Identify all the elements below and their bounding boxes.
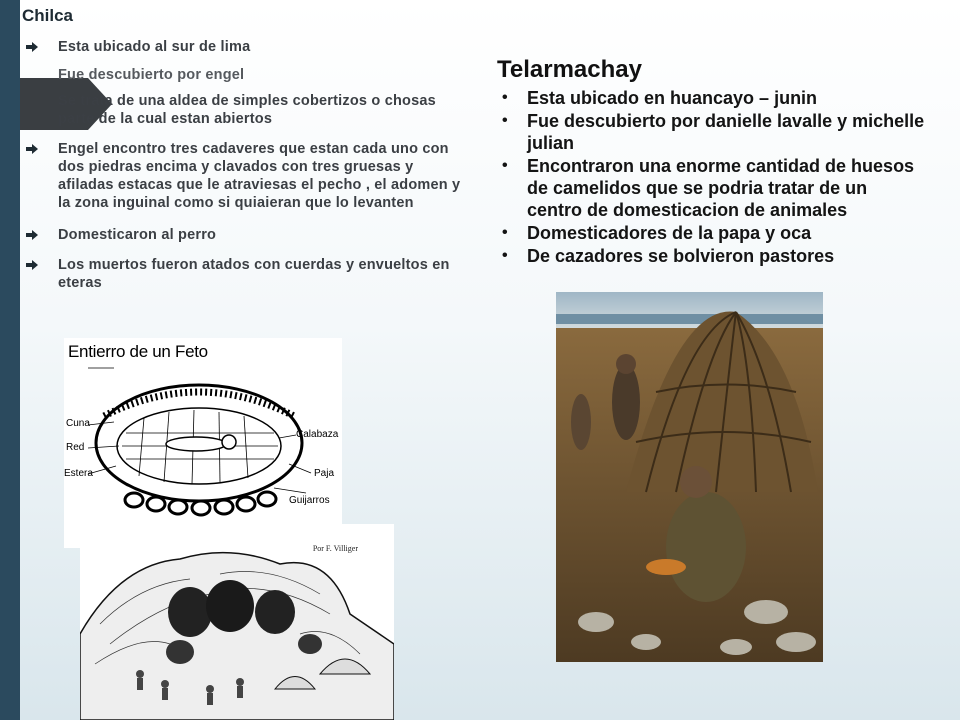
burial-diagram-image [64, 338, 342, 548]
list-item-text: De cazadores se bolvieron pastores [527, 246, 835, 266]
label-paja: Paja [314, 468, 335, 479]
list-item [22, 256, 472, 292]
hut-photo-image [556, 292, 823, 662]
list-item-text: Fue descubierto por engel [58, 67, 245, 83]
list-item-text: Fue descubierto por danielle lavalle y michelle julian [527, 111, 925, 153]
label-red: Red [66, 442, 85, 453]
list-item-text: Domesticadores de la papa y oca [527, 223, 812, 243]
list-item-text: Engel encontro tres cadaveres que estan cada uno con dos piedras encima y clavados con tres gruesas y afiladas estacas que le atraviesas el pecho , el adomen y la zona inguinal como si quiaieran que lo levanten [58, 141, 461, 211]
list-item [22, 140, 472, 212]
cave-sketch-drawing [80, 524, 394, 720]
arrow-right-icon [26, 144, 38, 154]
telarmachay-title: Telarmachay [497, 56, 642, 83]
burial-diagram-title: Entierro de un Feto [68, 342, 208, 361]
list-item-text: Encontraron una enorme cantidad de huesos de camelidos que se podria tratar de un centro de domesticacion de animales [527, 156, 915, 220]
chilca-section [22, 6, 472, 302]
label-cuna: Cuna [66, 418, 90, 429]
telarmachay-section [497, 55, 927, 268]
hut-photo-drawing [556, 292, 823, 662]
chilca-list [22, 38, 472, 292]
arrow-right-icon [26, 260, 38, 270]
list-item-text: Esta ubicado en huancayo – junin [527, 88, 818, 108]
list-item-text: Esta ubicado al sur de lima [58, 39, 251, 55]
burial-diagram-drawing [64, 338, 342, 548]
list-item [497, 245, 927, 267]
list-item [22, 226, 472, 244]
left-accent-bar [0, 0, 20, 720]
list-item [497, 155, 927, 221]
arrow-right-icon [26, 230, 38, 240]
list-item [22, 66, 472, 84]
list-item [497, 222, 927, 244]
list-item [22, 38, 472, 56]
arrow-right-icon [26, 42, 38, 52]
list-item [497, 87, 927, 109]
list-item [497, 110, 927, 154]
label-estera: Estera [64, 468, 93, 479]
label-guijarros: Guijarros [289, 495, 330, 506]
list-item-text: Se trata de una aldea de simples cobertizos o chosas parte de la cual estan abiertos [58, 93, 436, 127]
list-item-text: Los muertos fueron atados con cuerdas y envueltos en eteras [58, 257, 450, 291]
chilca-title: Chilca [22, 6, 74, 25]
cave-dwelling-sketch-image [80, 524, 394, 720]
list-item [22, 92, 472, 128]
list-item-text: Domesticaron al perro [58, 227, 217, 243]
sketch-credit: Por F. Villiger [312, 544, 358, 553]
telarmachay-list [497, 87, 927, 267]
label-calabaza: Calabaza [296, 429, 339, 440]
